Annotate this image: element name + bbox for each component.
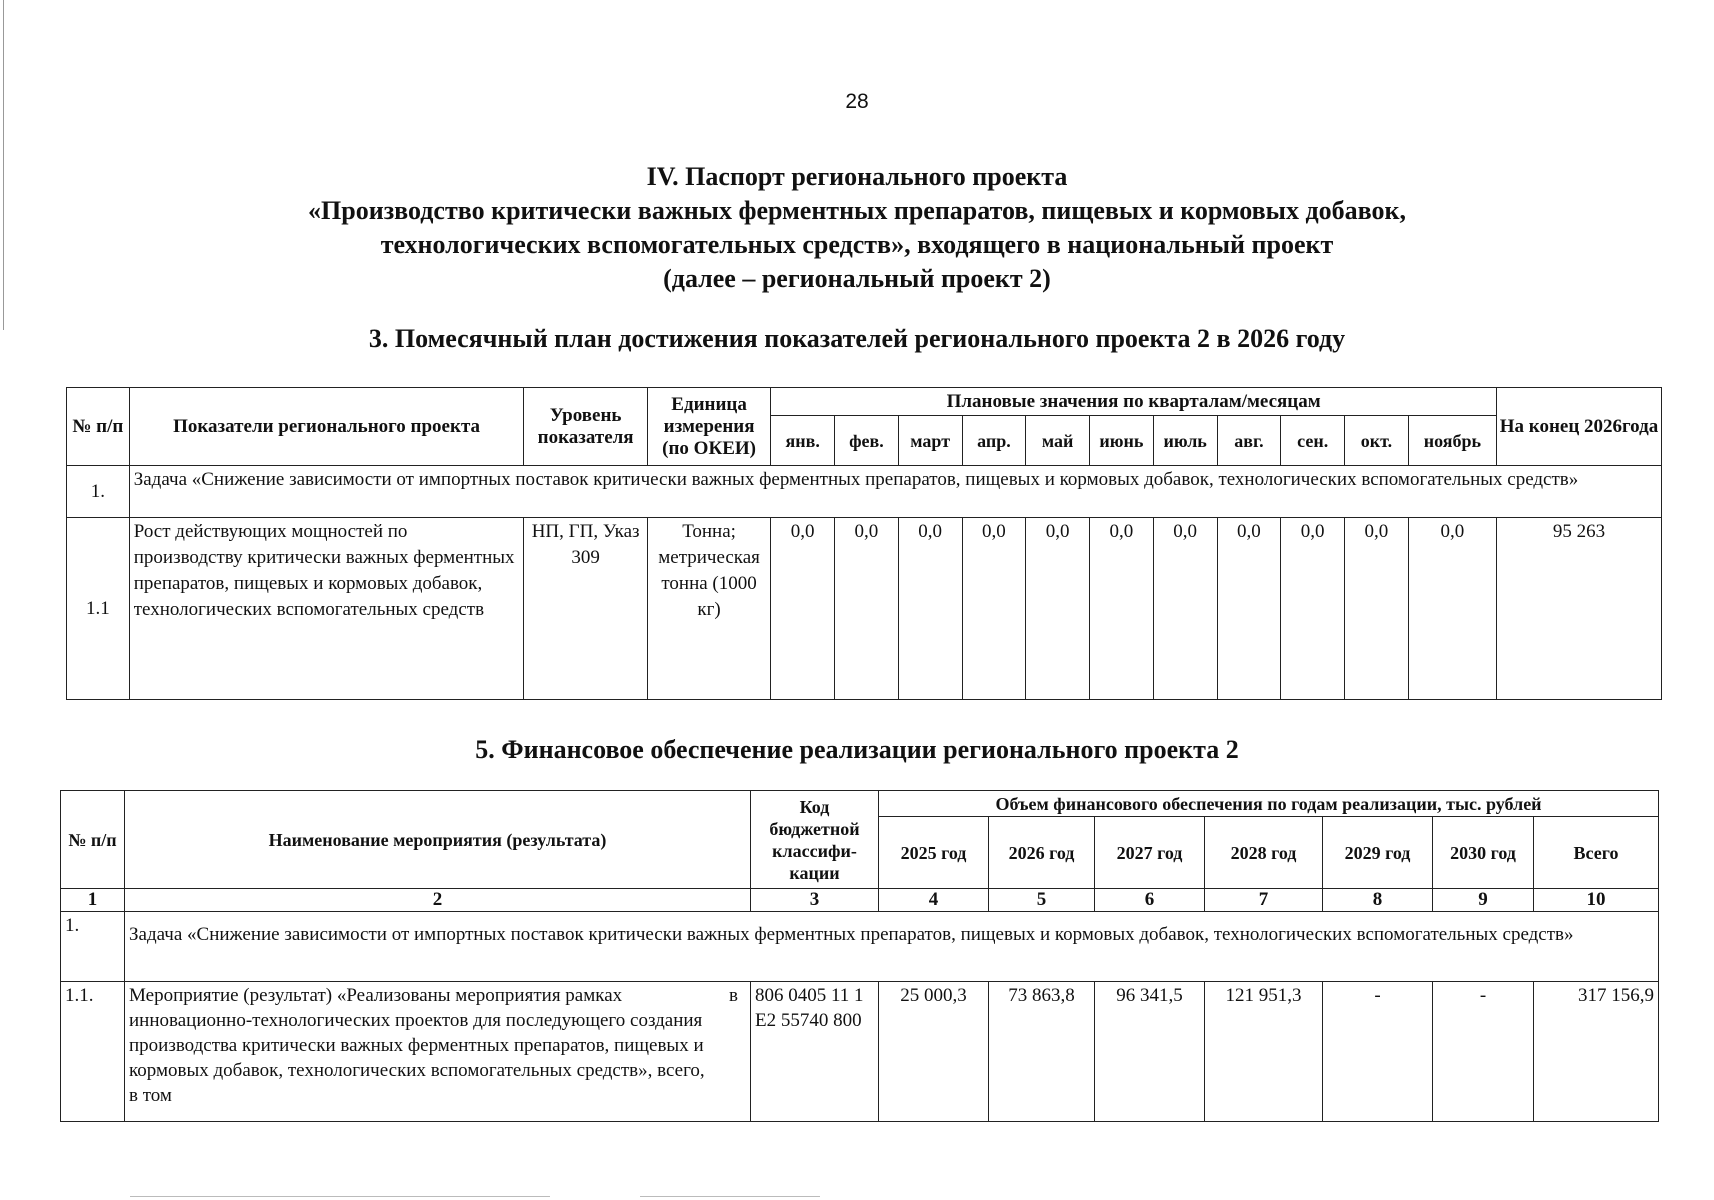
header-year: 2025 год [879,817,989,889]
indicator-unit: Тонна; метрическая тонна (1000 кг) [647,518,770,700]
month-value: 0,0 [1026,518,1090,700]
header-num: № п/п [67,388,130,466]
header-year: 2029 год [1323,817,1433,889]
header-level: Уровень показателя [524,388,647,466]
indicator-row [67,518,1662,700]
header-month: окт. [1345,416,1409,466]
header-end-of-year: На конец 2026года [1496,388,1661,466]
header-planned-values: Плановые значения по кварталам/месяцам [771,388,1497,416]
month-value: 0,0 [835,518,899,700]
title-line: технологических вспомогательных средств», входящего в национальный проект [380,230,1334,259]
column-number: 5 [989,889,1095,912]
header-month: март [898,416,962,466]
title-line: (далее – региональный проект 2) [663,264,1051,293]
column-number: 3 [751,889,879,912]
document-title [0,160,1714,296]
column-number: 9 [1433,889,1534,912]
header-month: ноябрь [1408,416,1496,466]
header-month: апр. [962,416,1026,466]
scan-artifact-line [130,1196,550,1197]
header-month: май [1026,416,1090,466]
header-month: янв. [771,416,835,466]
header-indicator: Показатели регионального проекта [129,388,524,466]
month-value: 0,0 [1345,518,1409,700]
indicator-name: Рост действующих мощностей по производству критически важных ферментных препаратов, пищевых и кормовых добавок, технологических вспомогательных средств [129,518,524,700]
column-number: 2 [125,889,751,912]
header-month: авг. [1217,416,1281,466]
section5-heading: 5. Финансовое обеспечение реализации регионального проекта 2 [475,735,1239,764]
month-value: 0,0 [962,518,1026,700]
year-amount: 25 000,3 [879,982,989,1122]
column-number: 1 [61,889,125,912]
budget-code: 806 0405 11 1 E2 55740 800 [751,982,879,1122]
header-year: 2028 год [1205,817,1323,889]
row-number: 1.1 [67,518,130,700]
task-text: Задача «Снижение зависимости от импортных поставок критически важных ферментных препаратов, пищевых и кормовых добавок, технологических вспомогательных средств» [125,912,1659,982]
financing-table [60,790,1659,1122]
total-amount: 317 156,9 [1534,982,1659,1122]
column-number: 10 [1534,889,1659,912]
month-value: 0,0 [1090,518,1154,700]
month-value: 0,0 [1281,518,1345,700]
end-of-year-value: 95 263 [1496,518,1661,700]
header-volume: Объем финансового обеспечения по годам реализации, тыс. рублей [879,791,1659,817]
header-month: июль [1153,416,1217,466]
indicator-level: НП, ГП, Указ 309 [524,518,647,700]
column-number-row [61,889,1659,912]
header-total: Всего [1534,817,1659,889]
activity-name: Мероприятие (результат) «Реализованы мероприятия рамках инновационно-технологических проектов для последующего создания производства критически важных ферментных препаратов, пищевых и кормовых добавок, технологических вспомогательных средств», всего, в том [129,985,705,1106]
header-month: фев. [835,416,899,466]
month-value: 0,0 [1217,518,1281,700]
header-unit: Единица измерения (по ОКЕИ) [647,388,770,466]
activity-name-cell [125,982,751,1122]
month-value: 0,0 [1153,518,1217,700]
column-number: 6 [1095,889,1205,912]
header-year: 2026 год [989,817,1095,889]
year-amount: 96 341,5 [1095,982,1205,1122]
year-amount: - [1433,982,1534,1122]
month-value: 0,0 [898,518,962,700]
header-year: 2030 год [1433,817,1534,889]
year-amount: 73 863,8 [989,982,1095,1122]
month-value: 0,0 [1408,518,1496,700]
task-number: 1. [67,466,130,518]
task-row [67,466,1662,518]
activity-name-fragment: в [729,985,738,1006]
activity-row [61,982,1659,1122]
header-num: № п/п [61,791,125,889]
header-month: июнь [1090,416,1154,466]
task-text: Задача «Снижение зависимости от импортных поставок критически важных ферментных препаратов, пищевых и кормовых добавок, технологических вспомогательных средств» [129,466,1661,518]
header-name: Наименование мероприятия (результата) [125,791,751,889]
page-number: 28 [845,90,869,113]
header-year: 2027 год [1095,817,1205,889]
row-number: 1.1. [61,982,125,1122]
title-line: «Производство критически важных ферментных препаратов, пищевых и кормовых добавок, [308,196,1406,225]
scan-artifact-line [640,1196,820,1197]
column-number: 4 [879,889,989,912]
task-row [61,912,1659,982]
header-budget-code: Код бюджетной классифи-кации [751,791,879,889]
header-month: сен. [1281,416,1345,466]
column-number: 8 [1323,889,1433,912]
year-amount: - [1323,982,1433,1122]
column-number: 7 [1205,889,1323,912]
section3-heading: 3. Помесячный план достижения показателей регионального проекта 2 в 2026 году [368,324,1346,353]
year-amount: 121 951,3 [1205,982,1323,1122]
monthly-plan-table [66,387,1662,700]
title-line: IV. Паспорт регионального проекта [646,162,1068,191]
month-value: 0,0 [771,518,835,700]
task-number: 1. [61,912,125,982]
